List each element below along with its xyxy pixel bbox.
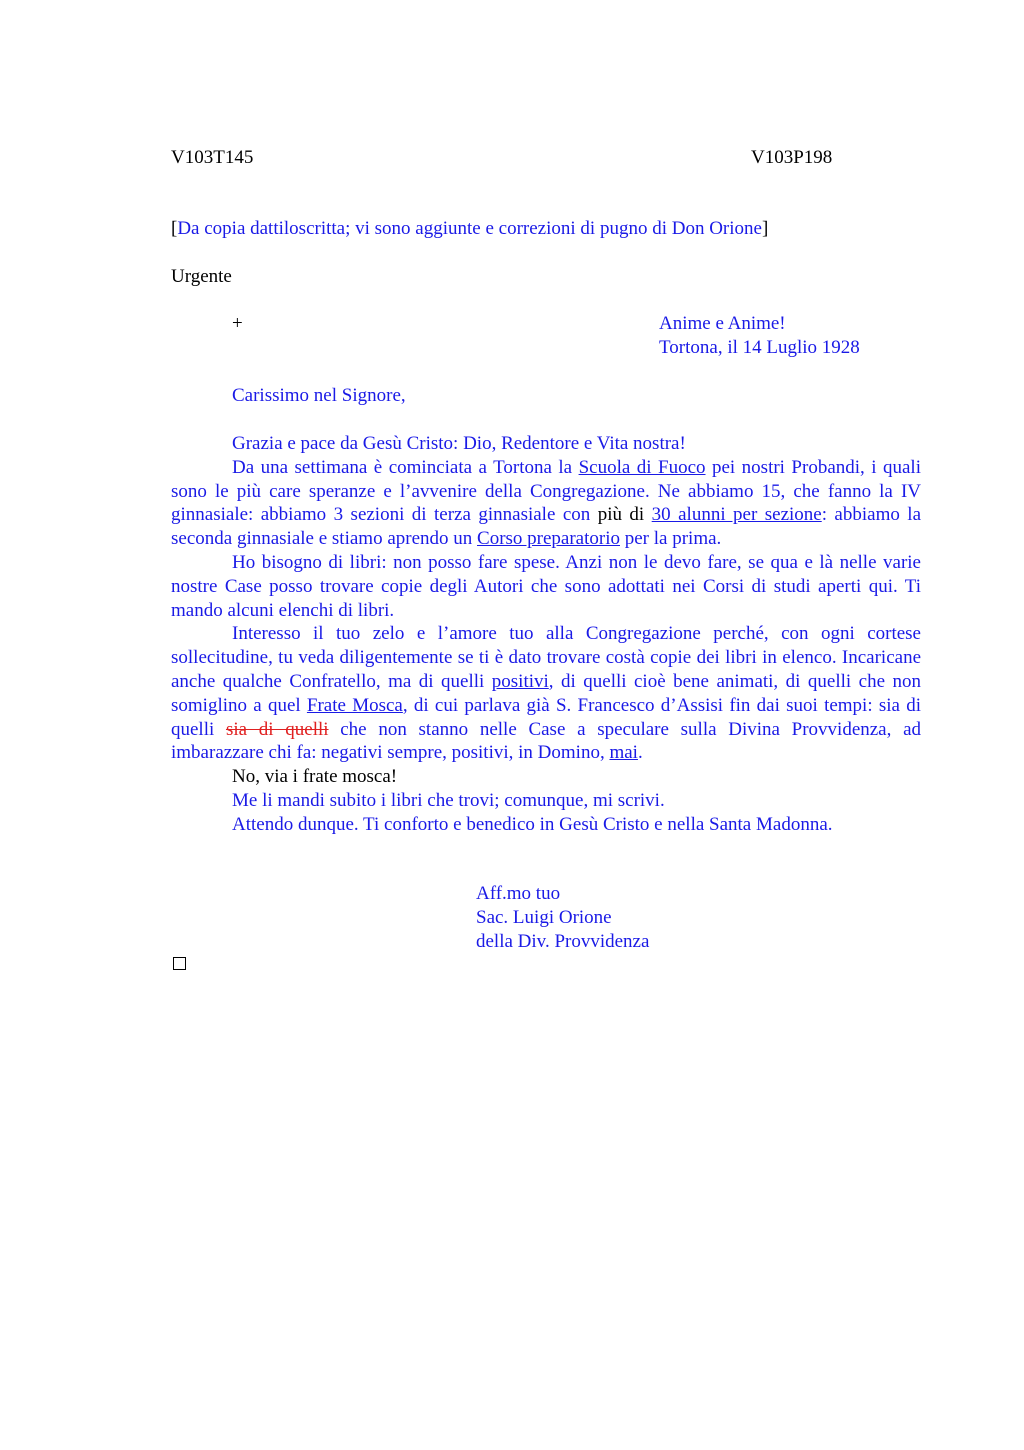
paragraph-zeal-text: . — [637, 742, 643, 764]
paragraph-request: Me li mandi subito i libri che trovi; comunque, mi scrivi. — [232, 789, 665, 811]
signature-block — [476, 882, 649, 954]
cross-symbol: + — [232, 313, 243, 334]
underlined-frate-mosca: Frate Mosca — [306, 694, 403, 716]
document-code-right: V103P198 — [751, 147, 833, 168]
document-code-left: V103T145 — [171, 147, 254, 168]
closing-signature-name: Sac. Luigi Orione — [476, 907, 612, 928]
paragraph-greeting: Grazia e pace da Gesù Cristo: Dio, Redentore e Vita nostra! — [232, 433, 686, 454]
closing-line-3: della Div. Provvidenza — [476, 931, 650, 952]
paragraph-school-text: Da una settimana è cominciata a Tortona la — [232, 456, 579, 478]
paragraph-school-text — [644, 504, 651, 525]
paragraph-zeal-text: , di quelli cioè bene animati, di quelli che non somiglino a quel — [171, 670, 921, 716]
place-date: Tortona, il 14 Luglio 1928 — [659, 337, 860, 358]
motto: Anime e Anime! — [659, 313, 786, 334]
paragraph-zeal — [171, 622, 921, 765]
paragraph-zeal-text: , di cui parlava già S. Francesco d’Assisi fin dai suoi tempi: sia di quelli — [171, 694, 921, 740]
paragraph-school — [171, 456, 921, 551]
underlined-corso-preparatorio: Corso preparatorio — [477, 528, 620, 550]
paragraph-school-text: per la prima. — [620, 528, 722, 550]
source-note-close-bracket: ] — [761, 218, 769, 239]
letter-body — [171, 432, 921, 837]
handwritten-addition: più di — [597, 504, 645, 526]
end-of-document-box-icon — [173, 957, 186, 970]
paragraph-school-text: pei nostri Probandi, i quali sono le più care speranze e l’avvenire della Congregazione. Ne abbiamo 15, che fanno la IV ginnasiale: abbiamo 3 sezioni di terza ginnasiale con — [171, 456, 921, 526]
paragraph-books: Ho bisogno di libri: non posso fare spese. Anzi non le devo fare, se qua e là nelle varie nostre Case posso trovare copie degli Autori che sono adottati nei Corsi di studi aperti qui. Ti mando alcuni elenchi di libri. — [171, 551, 921, 621]
closing-line-1: Aff.mo tuo — [476, 883, 561, 904]
underlined-mai: mai — [609, 742, 638, 764]
paragraph-zeal-text: che non stanno nelle Case a speculare sulla Divina Provvidenza, ad imbarazzare chi fa: negativi sempre, positivi, in Domino, — [171, 718, 922, 764]
paragraph-blessing: Attendo dunque. Ti conforto e benedico in Gesù Cristo e nella Santa Madonna. — [232, 813, 833, 835]
source-note-open-bracket: [ — [171, 218, 178, 239]
salutation: Carissimo nel Signore, — [232, 385, 406, 406]
source-note — [171, 217, 768, 241]
paragraph-handwritten-exclamation: No, via i frate mosca! — [232, 766, 398, 788]
underlined-alunni: 30 alunni per sezione — [651, 504, 822, 526]
underlined-scuola-di-fuoco: Scuola di Fuoco — [578, 456, 706, 478]
urgent-label: Urgente — [171, 266, 232, 287]
paragraph-school-text: : abbiamo la seconda ginnasiale e stiamo aprendo un — [171, 504, 922, 550]
underlined-positivi: positivi — [491, 670, 549, 692]
struck-through-correction: sia di quelli — [225, 718, 329, 740]
source-note-text: Da copia dattiloscritta; vi sono aggiunte e correzioni di pugno di Don Orione — [177, 218, 762, 239]
paragraph-zeal-text: Interesso il tuo zelo e l’amore tuo alla Congregazione perché, con ogni cortese sollecitudine, tu veda diligentemente se ti è dato trovare costà copie dei libri in elenco. Incaricane anche qualche Confratello, ma di quelli — [171, 623, 921, 692]
